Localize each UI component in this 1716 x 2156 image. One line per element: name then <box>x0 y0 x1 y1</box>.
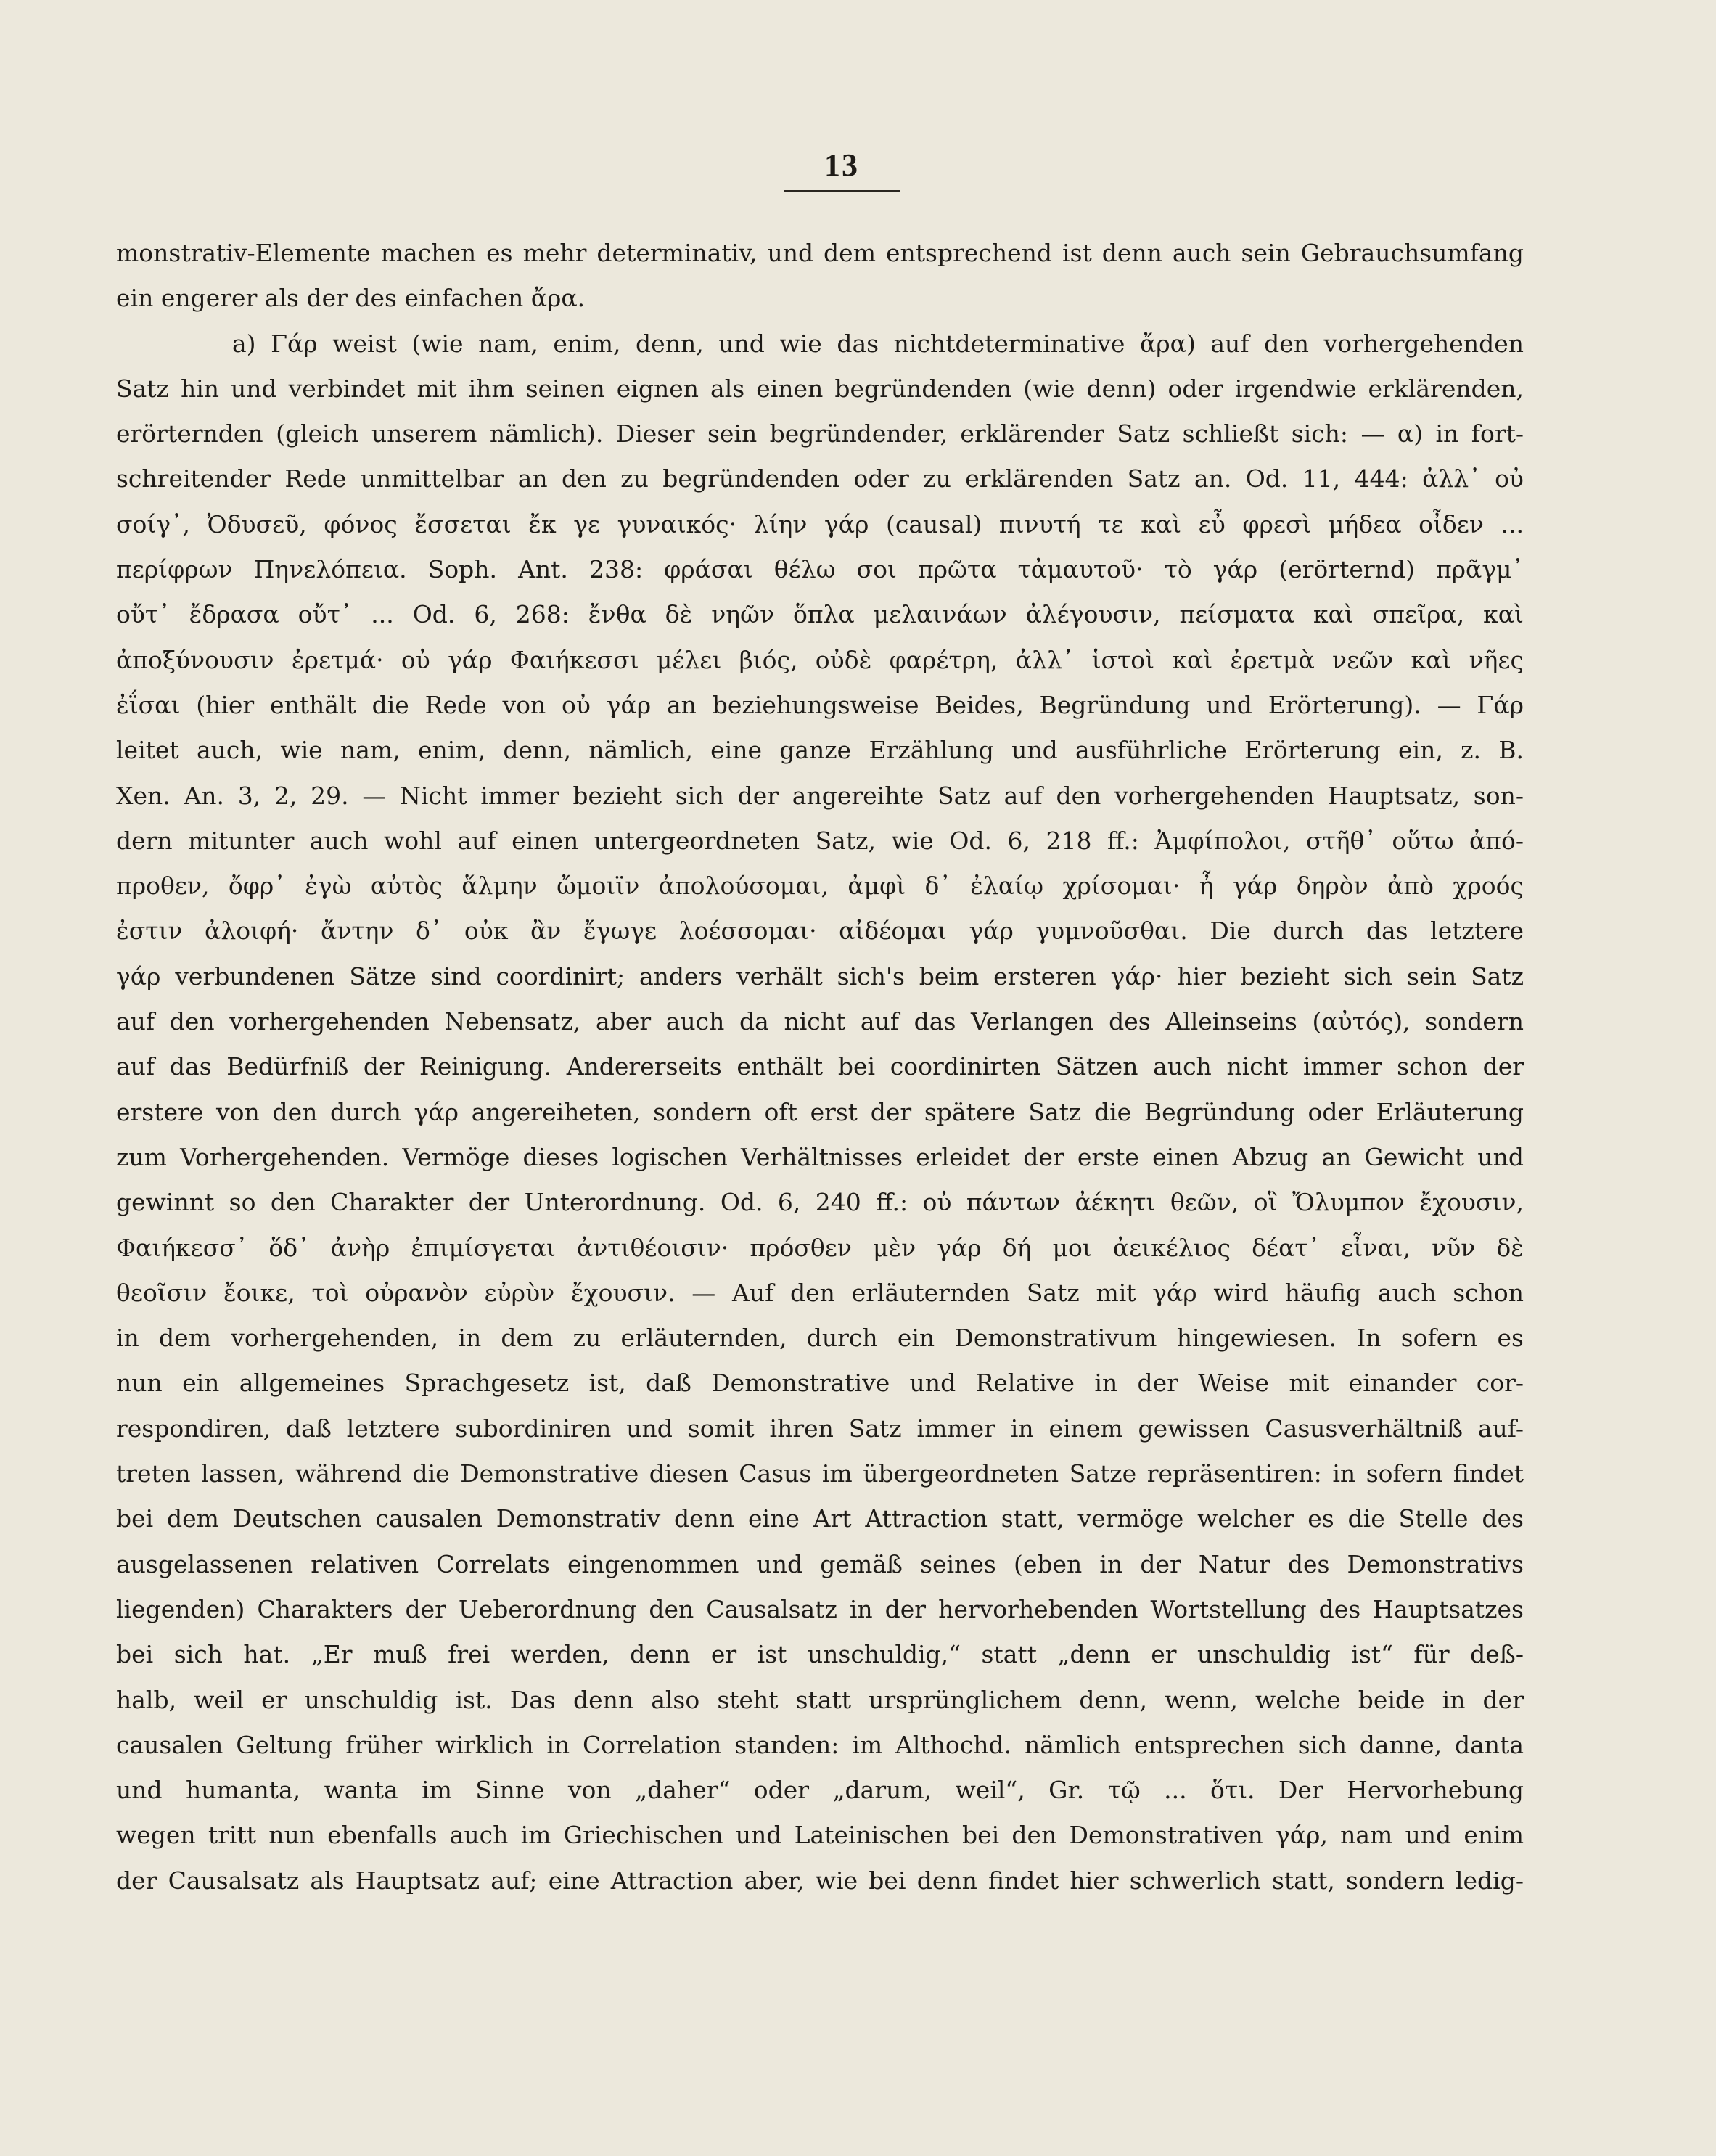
text-line: θεοῖσιν ἔοικε, τοὶ οὐρανὸν εὐρὺν ἔχουσιν. — Auf den erläuternden Satz mit γάρ wird häufig auch schon <box>116 1278 1524 1307</box>
text-line: monstrativ-Elemente machen es mehr determinativ, und dem entsprechend ist denn auch sein Gebrauchsumfang <box>116 239 1524 267</box>
text-line: Satz hin und verbindet mit ihm seinen eignen als einen begründenden (wie denn) oder irgendwie erklärenden, <box>116 374 1524 403</box>
text-line: nun ein allgemeines Sprachgesetz ist, daß Demonstrative und Relative in der Weise mit einander cor- <box>116 1369 1524 1398</box>
text-line: erörternden (gleich unserem nämlich). Dieser sein begründender, erklärender Satz schließt sich: — α) in fort- <box>116 419 1524 448</box>
text-line: schreitender Rede unmittelbar an den zu begründenden oder zu erklärenden Satz an. Od. 11, 444: ἀλλ᾽ οὐ <box>116 464 1524 493</box>
text-line: zum Vorhergehenden. Vermöge dieses logischen Verhältnisses erleidet der erste einen Abzug an Gewicht und <box>116 1142 1524 1171</box>
text-line: οὔτ᾽ ἔδρασα οὔτ᾽ ... Od. 6, 268: ἔνθα δὲ νηῶν ὅπλα μελαινάων ἀλέγουσιν, πείσματα καὶ σπεῖρα, καὶ <box>116 600 1524 629</box>
page-number-rule <box>784 190 900 192</box>
text-line: wegen tritt nun ebenfalls auch im Griechischen und Lateinischen bei den Demonstrativen γάρ, nam und enim <box>116 1821 1524 1850</box>
text-line: respondiren, daß letztere subordiniren und somit ihren Satz immer in einem gewissen Casusverhältniß auf- <box>116 1414 1524 1443</box>
text-line: leitet auch, wie nam, enim, denn, nämlich, eine ganze Erzählung und ausführliche Erörterung ein, z. B. <box>116 736 1524 765</box>
text-line: Φαιήκεσσ᾽ ὅδ᾽ ἀνὴρ ἐπιμίσγεται ἀντιθέοισιν· πρόσθεν μὲν γάρ δή μοι ἀεικέλιος δέατ᾽ εἶναι, νῦν δὲ <box>116 1233 1524 1262</box>
text-line: der Causalsatz als Hauptsatz auf; eine Attraction aber, wie bei denn findet hier schwerlich statt, sondern ledig- <box>116 1866 1524 1895</box>
text-line: dern mitunter auch wohl auf einen untergeordneten Satz, wie Od. 6, 218 ff.: Ἀμφίπολοι, στῆθ᾽ οὕτω ἀπό- <box>116 826 1524 855</box>
text-line: ausgelassenen relativen Correlats eingenommen und gemäß seines (eben in der Natur des Demonstrativs <box>116 1549 1524 1578</box>
text-line: περίφρων Πηνελόπεια. Soph. Ant. 238: φράσαι θέλω σοι πρῶτα τἀμαυτοῦ· τὸ γάρ (erörternd) πρᾶγμ᾽ <box>116 555 1524 584</box>
text-line: treten lassen, während die Demonstrative diesen Casus im übergeordneten Satze repräsentiren: in sofern findet <box>116 1459 1524 1488</box>
page-number: 13 <box>824 147 859 183</box>
text-line: ἐΐσαι (hier enthält die Rede von οὐ γάρ an beziehungsweise Beides, Begründung und Erörterung). — Γάρ <box>116 690 1524 719</box>
text-line: in dem vorhergehenden, in dem zu erläuternden, durch ein Demonstrativum hingewiesen. In sofern es <box>116 1324 1524 1353</box>
text-line: bei dem Deutschen causalen Demonstrativ denn eine Art Attraction statt, vermöge welcher es die Stelle des <box>116 1504 1524 1533</box>
body-text <box>116 231 1524 1903</box>
text-line: halb, weil er unschuldig ist. Das denn also steht statt ursprünglichem denn, wenn, welche beide in der <box>116 1685 1524 1714</box>
text-line: γάρ verbundenen Sätze sind coordinirt; anders verhält sich's beim ersteren γάρ· hier bezieht sich sein Satz <box>116 962 1524 991</box>
text-line: gewinnt so den Charakter der Unterordnung. Od. 6, 240 ff.: οὐ πάντων ἀέκητι θεῶν, οἳ Ὄλυμπον ἔχουσιν, <box>116 1188 1524 1217</box>
text-line: causalen Geltung früher wirklich in Correlation standen: im Althochd. nämlich entsprechen sich danne, danta <box>116 1730 1524 1759</box>
text-line: und humanta, wanta im Sinne von „daher“ oder „darum, weil“, Gr. τῷ ... ὅτι. Der Hervorhebung <box>116 1776 1524 1805</box>
text-line: erstere von den durch γάρ angereiheten, sondern oft erst der spätere Satz die Begründung oder Erläuterung <box>116 1097 1524 1126</box>
text-line: liegenden) Charakters der Ueberordnung den Causalsatz in der hervorhebenden Wortstellung des Hauptsatzes <box>116 1594 1524 1623</box>
text-line: ein engerer als der des einfachen ἄρα. <box>116 284 586 313</box>
text-line: Xen. An. 3, 2, 29. — Nicht immer bezieht sich der angereihte Satz auf den vorhergehenden Hauptsatz, son- <box>116 781 1524 810</box>
text-line: σοίγ᾽, Ὀδυσεῦ, φόνος ἔσσεται ἔκ γε γυναικός· λίην γάρ (causal) πινυτή τε καὶ εὖ φρεσὶ μήδεα οἶδεν ... <box>116 509 1524 538</box>
text-line: ἐστιν ἀλοιφή· ἄντην δ᾽ οὐκ ἂν ἔγωγε λοέσσομαι· αἰδέομαι γάρ γυμνοῦσθαι. Die durch das letztere <box>116 917 1524 946</box>
text-line: a) Γάρ weist (wie nam, enim, denn, und wie das nichtdeterminative ἄρα) auf den vorhergehenden <box>232 329 1524 358</box>
text-line: προθεν, ὄφρ᾽ ἐγὼ αὐτὸς ἅλμην ὤμοιϊν ἀπολούσομαι, ἀμφὶ δ᾽ ἐλαίῳ χρίσομαι· ἦ γάρ δηρὸν ἀπὸ χροός <box>116 872 1524 901</box>
text-line: auf den vorhergehenden Nebensatz, aber auch da nicht auf das Verlangen des Alleinseins (αὐτός), sondern <box>116 1007 1524 1036</box>
text-line: ἀποξύνουσιν ἐρετμά· οὐ γάρ Φαιήκεσσι μέλει βιός, οὐδὲ φαρέτρη, ἀλλ᾽ ἱστοὶ καὶ ἐρετμὰ νεῶν καὶ νῆες <box>116 645 1524 674</box>
text-line: auf das Bedürfniß der Reinigung. Andererseits enthält bei coordinirten Sätzen auch nicht immer schon der <box>116 1052 1524 1081</box>
text-line: bei sich hat. „Er muß frei werden, denn er ist unschuldig,“ statt „denn er unschuldig ist“ für deß- <box>116 1640 1524 1669</box>
